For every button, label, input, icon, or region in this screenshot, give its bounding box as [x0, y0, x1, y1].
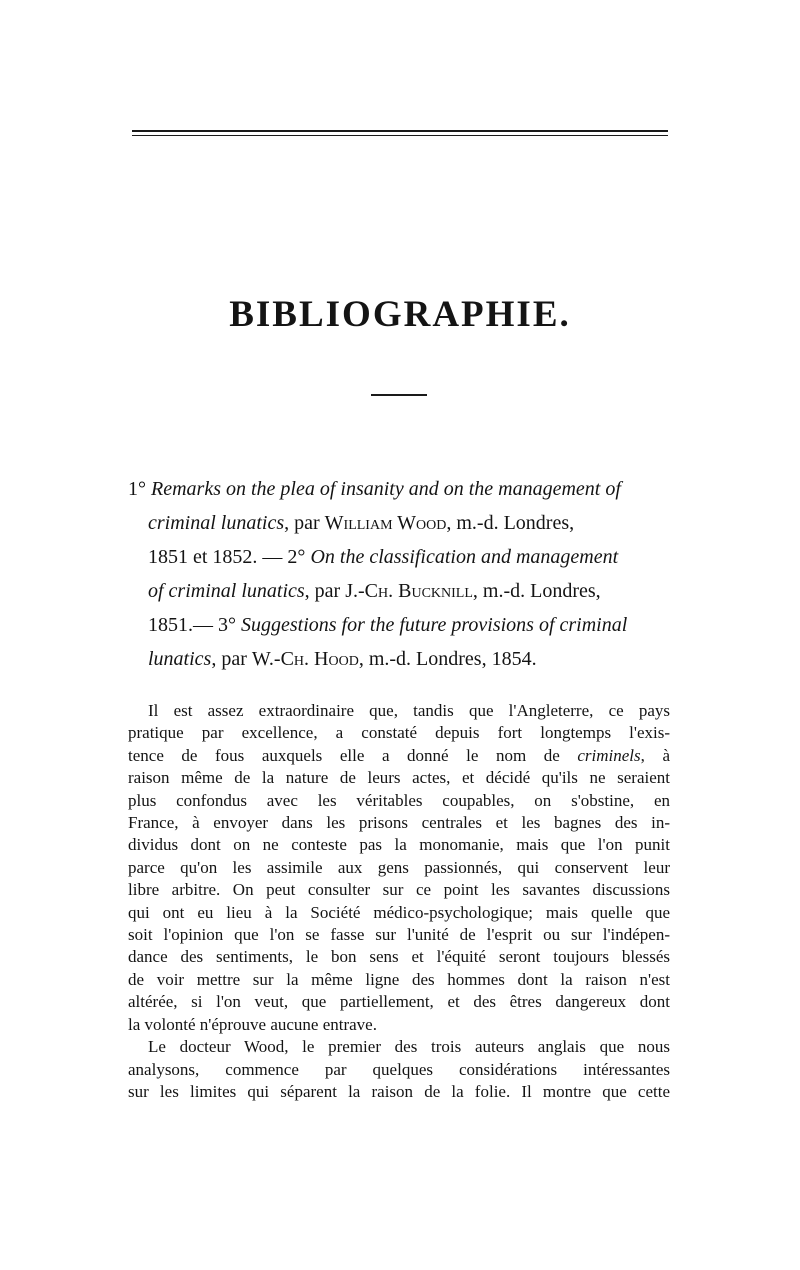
reference-title-3-cont: lunatics — [148, 648, 212, 670]
body-line: Il est assez extraordinaire que, tandis que l'Angleterre, ce pays — [148, 701, 670, 720]
reference-title-3: Suggestions for the future provisions of criminal — [241, 614, 628, 636]
reference-par-2: , par — [304, 580, 341, 602]
top-rule-thin — [132, 135, 668, 136]
paragraph-1 — [128, 700, 670, 1036]
reference-author-2: J.-Ch. Bucknill — [345, 580, 473, 602]
body-line: qui ont eu lieu à la Société médico-psychologique; mais quelle que — [128, 902, 670, 922]
reference-line-4 — [128, 574, 670, 608]
body-line: la volonté n'éprouve aucune entrave. — [128, 1014, 377, 1034]
body-line: de voir mettre sur la même ligne des hommes dont la raison n'est — [128, 969, 670, 989]
body-line: soit l'opinion que l'on se fasse sur l'unité de l'esprit ou sur l'indépen- — [128, 925, 670, 945]
body-line: Le docteur Wood, le premier des trois auteurs anglais que nous — [148, 1037, 670, 1057]
reference-line-5 — [128, 608, 670, 642]
reference-line-2 — [128, 506, 670, 540]
page-title: BIBLIOGRAPHIE. — [229, 294, 571, 335]
body-line: dance des sentiments, le bon sens et l'équité seront toujours blessés — [128, 947, 670, 967]
reference-number-1: 1° — [128, 478, 146, 500]
body-line: altérée, si l'on veut, que partiellement, et des êtres dangereux dont — [128, 992, 670, 1012]
reference-details-1: , m.-d. Londres, — [446, 512, 575, 534]
title-underline-rule — [371, 394, 427, 396]
body-text — [128, 700, 670, 1103]
reference-par-1: , par — [284, 512, 320, 534]
reference-title-1: Remarks on the plea of insanity and on the management of — [151, 478, 621, 500]
body-line: analysons, commence par quelques considérations intéressantes — [128, 1059, 670, 1079]
reference-par-3: , par — [211, 648, 247, 670]
body-line: sur les limites qui séparent la raison de la folie. Il montre que cette — [128, 1081, 670, 1101]
body-line: dividus dont on ne conteste pas la monomanie, mais que l'on punit — [128, 835, 670, 855]
body-line: raison même de la nature de leurs actes, et décidé qu'ils ne seraient — [128, 768, 670, 788]
top-double-rule — [132, 130, 668, 136]
reference-date-2-and-number-3: 1851.— 3° — [148, 614, 236, 636]
reference-line-1 — [128, 472, 670, 506]
reference-details-2: , m.-d. Londres, — [472, 580, 601, 602]
body-line: pratique par excellence, a constaté depuis fort longtemps l'exis- — [128, 723, 670, 743]
body-line: parce qu'on les assimile aux gens passionnés, qui conservent leur — [128, 857, 670, 877]
body-line: tence de fous auxquels elle a donné le nom de criminels, à — [128, 745, 670, 765]
reference-line-6 — [128, 642, 670, 676]
reference-title-2-cont: of criminal lunatics — [148, 580, 305, 602]
reference-date-1-and-number-2: 1851 et 1852. — 2° — [148, 546, 306, 568]
reference-author-1: William Wood — [324, 512, 447, 534]
top-rule-thick — [132, 130, 668, 132]
reference-details-3: , m.-d. Londres, 1854. — [358, 648, 537, 670]
bibliographic-references — [128, 472, 670, 676]
paragraph-2 — [128, 1036, 670, 1103]
body-line: plus confondus avec les véritables coupables, on s'obstine, en — [128, 790, 670, 810]
reference-title-2: On the classification and management — [310, 546, 619, 568]
body-line: France, à envoyer dans les prisons centrales et les bagnes des in- — [128, 813, 670, 833]
reference-line-3 — [128, 540, 670, 574]
reference-author-3: W.-Ch. Hood — [251, 648, 359, 670]
reference-title-1-cont: criminal lunatics — [148, 512, 285, 534]
body-line: libre arbitre. On peut consulter sur ce point les savantes discussions — [128, 880, 670, 900]
